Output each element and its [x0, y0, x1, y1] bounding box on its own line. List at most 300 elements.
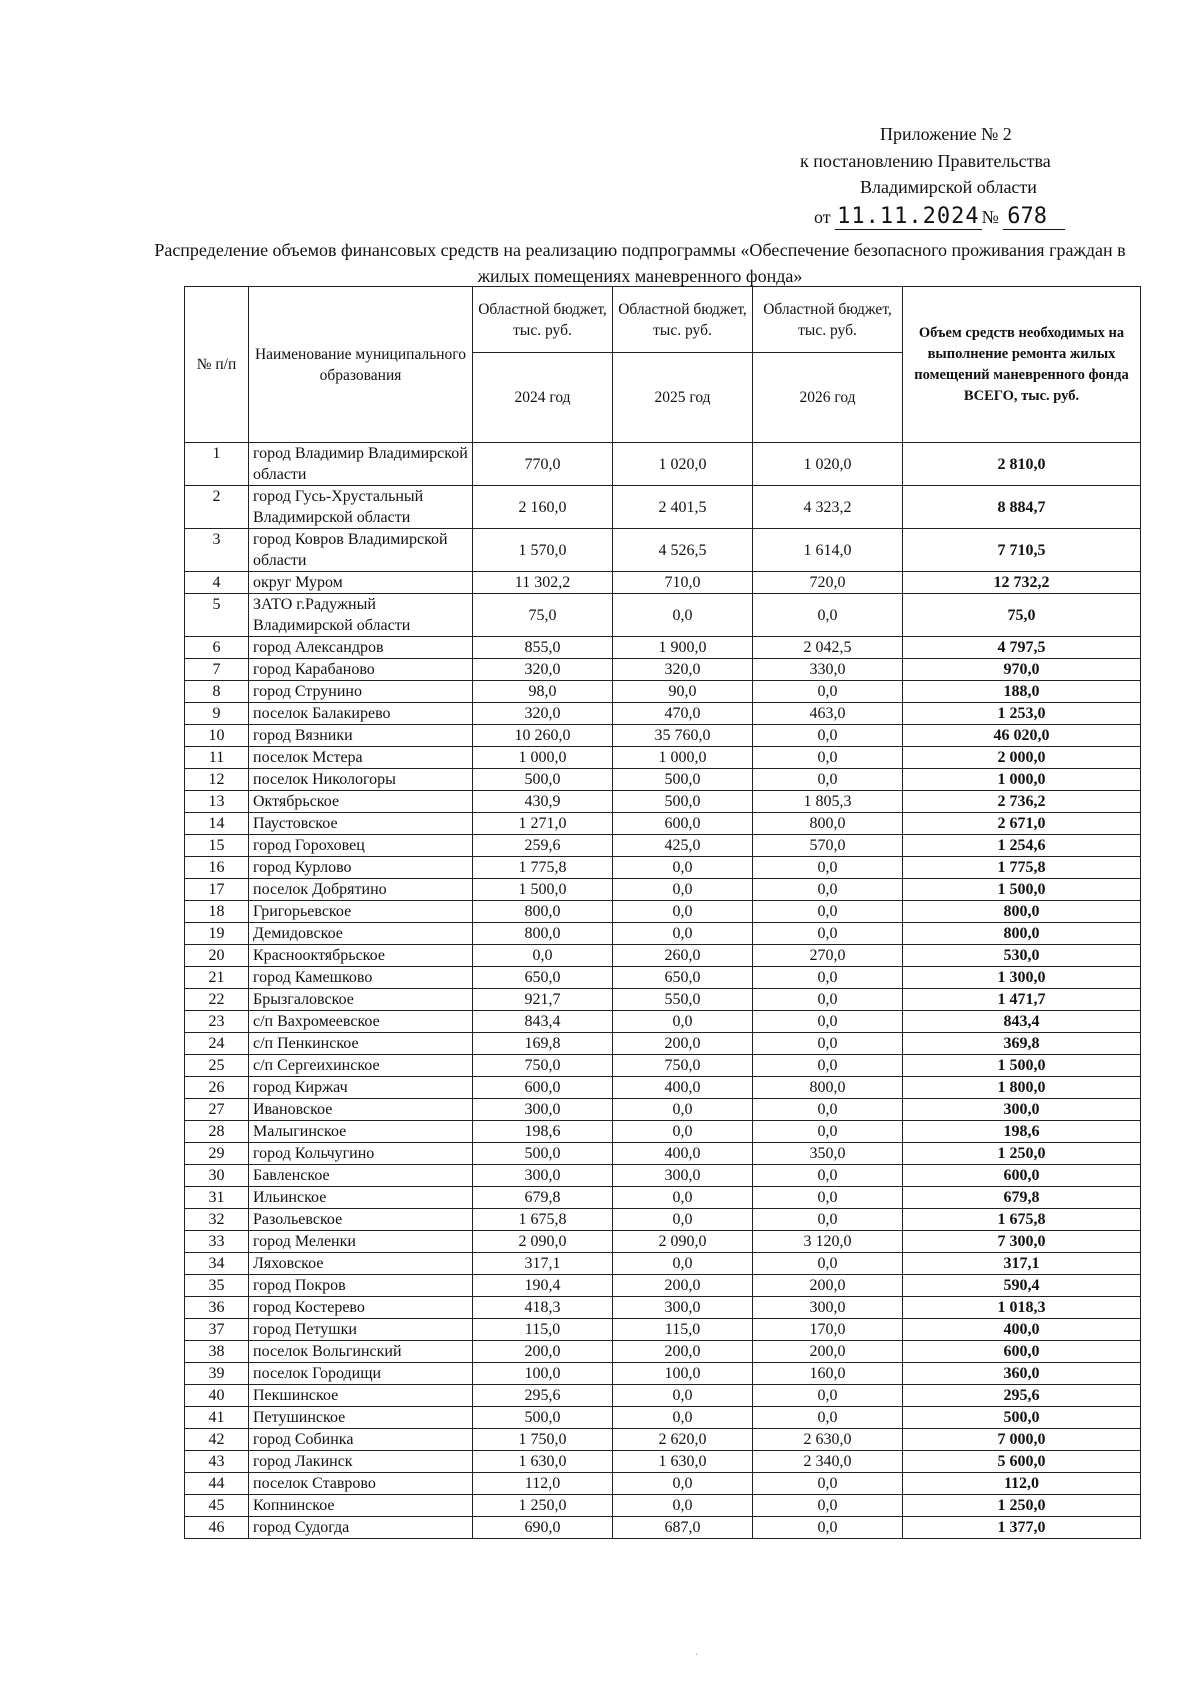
- budget-2024: 1 750,0: [473, 1429, 613, 1451]
- budget-2025: 550,0: [613, 989, 753, 1011]
- municipality-name: с/п Вахромеевское: [249, 1011, 473, 1033]
- table-row: [185, 1231, 1141, 1253]
- funding-table: [184, 286, 1141, 1539]
- table-row: [185, 1495, 1141, 1517]
- table-row: [185, 1121, 1141, 1143]
- budget-2025: 1 630,0: [613, 1451, 753, 1473]
- municipality-name: город Судогда: [249, 1517, 473, 1539]
- budget-2024: 190,4: [473, 1275, 613, 1297]
- budget-2026: 800,0: [753, 1077, 903, 1099]
- budget-2026: 0,0: [753, 1011, 903, 1033]
- col-header-year-2025: 2025 год: [613, 353, 753, 443]
- municipality-name: город Гусь-Хрустальный Владимирской области: [249, 486, 473, 529]
- table-row: [185, 747, 1141, 769]
- budget-2025: 260,0: [613, 945, 753, 967]
- row-number: 32: [185, 1209, 249, 1231]
- table-row: [185, 1297, 1141, 1319]
- row-number: 25: [185, 1055, 249, 1077]
- table-row: [185, 813, 1141, 835]
- row-number: 11: [185, 747, 249, 769]
- total-amount: 590,4: [903, 1275, 1141, 1297]
- budget-2025: 0,0: [613, 1121, 753, 1143]
- total-amount: 1 500,0: [903, 1055, 1141, 1077]
- budget-2025: 300,0: [613, 1297, 753, 1319]
- budget-2026: 0,0: [753, 1187, 903, 1209]
- table-row: [185, 835, 1141, 857]
- table-row: [185, 1165, 1141, 1187]
- total-amount: 1 300,0: [903, 967, 1141, 989]
- budget-2025: 200,0: [613, 1275, 753, 1297]
- budget-2025: 750,0: [613, 1055, 753, 1077]
- budget-2026: 0,0: [753, 923, 903, 945]
- table-row: [185, 1209, 1141, 1231]
- municipality-name: Брызгаловское: [249, 989, 473, 1011]
- row-number: 12: [185, 769, 249, 791]
- budget-2026: 0,0: [753, 1209, 903, 1231]
- municipality-name: Григорьевское: [249, 901, 473, 923]
- table-row: [185, 1275, 1141, 1297]
- budget-2024: 2 160,0: [473, 486, 613, 529]
- budget-2026: 0,0: [753, 594, 903, 637]
- budget-2025: 0,0: [613, 1473, 753, 1495]
- table-row: [185, 659, 1141, 681]
- municipality-name: Паустовское: [249, 813, 473, 835]
- municipality-name: Пекшинское: [249, 1385, 473, 1407]
- municipality-name: поселок Добрятино: [249, 879, 473, 901]
- budget-2024: 750,0: [473, 1055, 613, 1077]
- total-amount: 970,0: [903, 659, 1141, 681]
- total-amount: 1 254,6: [903, 835, 1141, 857]
- table-row: [185, 443, 1141, 486]
- budget-2024: 1 630,0: [473, 1451, 613, 1473]
- budget-2026: 0,0: [753, 1407, 903, 1429]
- row-number: 22: [185, 989, 249, 1011]
- budget-2024: 1 500,0: [473, 879, 613, 901]
- table-row: [185, 1407, 1141, 1429]
- budget-2025: 600,0: [613, 813, 753, 835]
- row-number: 9: [185, 703, 249, 725]
- budget-2024: 115,0: [473, 1319, 613, 1341]
- budget-2024: 500,0: [473, 1143, 613, 1165]
- municipality-name: с/п Сергеихинское: [249, 1055, 473, 1077]
- row-number: 6: [185, 637, 249, 659]
- budget-2025: 200,0: [613, 1033, 753, 1055]
- total-amount: 530,0: [903, 945, 1141, 967]
- total-amount: 2 736,2: [903, 791, 1141, 813]
- budget-2025: 500,0: [613, 791, 753, 813]
- total-amount: 1 775,8: [903, 857, 1141, 879]
- total-amount: 2 671,0: [903, 813, 1141, 835]
- col-header-year-2024: 2024 год: [473, 353, 613, 443]
- total-amount: 1 377,0: [903, 1517, 1141, 1539]
- municipality-name: поселок Вольгинский: [249, 1341, 473, 1363]
- budget-2026: 463,0: [753, 703, 903, 725]
- row-number: 37: [185, 1319, 249, 1341]
- total-amount: 1 250,0: [903, 1495, 1141, 1517]
- table-row: [185, 594, 1141, 637]
- budget-2025: 1 020,0: [613, 443, 753, 486]
- budget-2026: 800,0: [753, 813, 903, 835]
- budget-2026: 0,0: [753, 1165, 903, 1187]
- table-row: [185, 1517, 1141, 1539]
- row-number: 36: [185, 1297, 249, 1319]
- table-row: [185, 1033, 1141, 1055]
- municipality-name: город Курлово: [249, 857, 473, 879]
- total-amount: 5 600,0: [903, 1451, 1141, 1473]
- total-amount: 1 500,0: [903, 879, 1141, 901]
- table-row: [185, 1099, 1141, 1121]
- municipality-name: город Кольчугино: [249, 1143, 473, 1165]
- budget-2025: 0,0: [613, 1385, 753, 1407]
- row-number: 45: [185, 1495, 249, 1517]
- total-amount: 1 000,0: [903, 769, 1141, 791]
- budget-2024: 1 000,0: [473, 747, 613, 769]
- budget-2025: 687,0: [613, 1517, 753, 1539]
- budget-2025: 200,0: [613, 1341, 753, 1363]
- total-amount: 800,0: [903, 923, 1141, 945]
- municipality-name: поселок Никологоры: [249, 769, 473, 791]
- table-row: [185, 1319, 1141, 1341]
- budget-2024: 0,0: [473, 945, 613, 967]
- total-amount: 1 253,0: [903, 703, 1141, 725]
- table-row: [185, 989, 1141, 1011]
- budget-2026: 0,0: [753, 1055, 903, 1077]
- row-number: 26: [185, 1077, 249, 1099]
- table-row: [185, 791, 1141, 813]
- municipality-name: Копнинское: [249, 1495, 473, 1517]
- total-amount: 7 000,0: [903, 1429, 1141, 1451]
- table-row: [185, 1011, 1141, 1033]
- total-amount: 7 300,0: [903, 1231, 1141, 1253]
- row-number: 18: [185, 901, 249, 923]
- col-header-budget-2024: Областной бюджет, тыс. руб.: [473, 287, 613, 353]
- budget-2026: 0,0: [753, 1121, 903, 1143]
- budget-2024: 259,6: [473, 835, 613, 857]
- row-number: 39: [185, 1363, 249, 1385]
- municipality-name: Малыгинское: [249, 1121, 473, 1143]
- budget-2026: 570,0: [753, 835, 903, 857]
- total-amount: 8 884,7: [903, 486, 1141, 529]
- municipality-name: поселок Мстера: [249, 747, 473, 769]
- municipality-name: город Киржач: [249, 1077, 473, 1099]
- row-number: 29: [185, 1143, 249, 1165]
- municipality-name: город Лакинск: [249, 1451, 473, 1473]
- total-amount: 198,6: [903, 1121, 1141, 1143]
- budget-2026: 330,0: [753, 659, 903, 681]
- total-amount: 12 732,2: [903, 572, 1141, 594]
- budget-2024: 430,9: [473, 791, 613, 813]
- budget-2024: 770,0: [473, 443, 613, 486]
- col-header-year-2026: 2026 год: [753, 353, 903, 443]
- table-row: [185, 1385, 1141, 1407]
- col-header-total: Объем средств необходимых на выполнение ремонта жилых помещений маневренного фонда ВСЕГО, тыс. руб.: [903, 287, 1141, 443]
- budget-2025: 35 760,0: [613, 725, 753, 747]
- budget-2024: 600,0: [473, 1077, 613, 1099]
- budget-2025: 1 000,0: [613, 747, 753, 769]
- table-row: [185, 1429, 1141, 1451]
- municipality-name: Октябрьское: [249, 791, 473, 813]
- total-amount: 1 675,8: [903, 1209, 1141, 1231]
- date-prefix: от: [814, 207, 831, 227]
- row-number: 3: [185, 529, 249, 572]
- budget-2024: 418,3: [473, 1297, 613, 1319]
- budget-2026: 0,0: [753, 1099, 903, 1121]
- row-number: 10: [185, 725, 249, 747]
- table-row: [185, 1473, 1141, 1495]
- page-mark: ·: [695, 1650, 699, 1661]
- row-number: 43: [185, 1451, 249, 1473]
- resolution-label: к постановлению Правительства: [800, 151, 1051, 171]
- total-amount: 369,8: [903, 1033, 1141, 1055]
- budget-2026: 0,0: [753, 1473, 903, 1495]
- municipality-name: ЗАТО г.Радужный Владимирской области: [249, 594, 473, 637]
- table-row: [185, 486, 1141, 529]
- total-amount: 7 710,5: [903, 529, 1141, 572]
- row-number: 17: [185, 879, 249, 901]
- budget-2025: 0,0: [613, 857, 753, 879]
- municipality-name: город Александров: [249, 637, 473, 659]
- total-amount: 300,0: [903, 1099, 1141, 1121]
- row-number: 24: [185, 1033, 249, 1055]
- table-row: [185, 1187, 1141, 1209]
- budget-2026: 0,0: [753, 681, 903, 703]
- budget-2024: 11 302,2: [473, 572, 613, 594]
- budget-2025: 0,0: [613, 594, 753, 637]
- budget-2026: 0,0: [753, 1495, 903, 1517]
- municipality-name: город Костерево: [249, 1297, 473, 1319]
- row-number: 2: [185, 486, 249, 529]
- document-number: 678: [1003, 204, 1065, 230]
- budget-2026: 720,0: [753, 572, 903, 594]
- budget-2024: 198,6: [473, 1121, 613, 1143]
- table-row: [185, 1341, 1141, 1363]
- budget-2024: 1 570,0: [473, 529, 613, 572]
- appendix-label: Приложение № 2: [880, 124, 1012, 144]
- budget-2024: 855,0: [473, 637, 613, 659]
- budget-2025: 0,0: [613, 901, 753, 923]
- municipality-name: Бавленское: [249, 1165, 473, 1187]
- municipality-name: округ Муром: [249, 572, 473, 594]
- budget-2026: 170,0: [753, 1319, 903, 1341]
- municipality-name: город Камешково: [249, 967, 473, 989]
- budget-2025: 90,0: [613, 681, 753, 703]
- total-amount: 400,0: [903, 1319, 1141, 1341]
- number-prefix: №: [981, 207, 999, 227]
- budget-2025: 0,0: [613, 1099, 753, 1121]
- col-header-budget-2026: Областной бюджет, тыс. руб.: [753, 287, 903, 353]
- budget-2024: 690,0: [473, 1517, 613, 1539]
- total-amount: 75,0: [903, 594, 1141, 637]
- budget-2024: 169,8: [473, 1033, 613, 1055]
- total-amount: 1 471,7: [903, 989, 1141, 1011]
- date-number-line: [814, 204, 1065, 229]
- budget-2026: 1 020,0: [753, 443, 903, 486]
- budget-2026: 0,0: [753, 1253, 903, 1275]
- table-row: [185, 923, 1141, 945]
- total-amount: 112,0: [903, 1473, 1141, 1495]
- budget-2024: 2 090,0: [473, 1231, 613, 1253]
- budget-2026: 200,0: [753, 1275, 903, 1297]
- budget-2024: 10 260,0: [473, 725, 613, 747]
- budget-2024: 1 271,0: [473, 813, 613, 835]
- budget-2024: 75,0: [473, 594, 613, 637]
- budget-2025: 2 401,5: [613, 486, 753, 529]
- row-number: 34: [185, 1253, 249, 1275]
- budget-2025: 2 090,0: [613, 1231, 753, 1253]
- budget-2025: 1 900,0: [613, 637, 753, 659]
- row-number: 13: [185, 791, 249, 813]
- total-amount: 46 020,0: [903, 725, 1141, 747]
- row-number: 20: [185, 945, 249, 967]
- municipality-name: город Владимир Владимирской области: [249, 443, 473, 486]
- row-number: 28: [185, 1121, 249, 1143]
- budget-2024: 300,0: [473, 1099, 613, 1121]
- budget-2026: 0,0: [753, 857, 903, 879]
- row-number: 15: [185, 835, 249, 857]
- row-number: 33: [185, 1231, 249, 1253]
- budget-2026: 0,0: [753, 747, 903, 769]
- budget-2026: 0,0: [753, 1385, 903, 1407]
- budget-2024: 112,0: [473, 1473, 613, 1495]
- budget-2024: 200,0: [473, 1341, 613, 1363]
- budget-2025: 710,0: [613, 572, 753, 594]
- budget-2024: 317,1: [473, 1253, 613, 1275]
- municipality-name: город Ковров Владимирской области: [249, 529, 473, 572]
- table-row: [185, 857, 1141, 879]
- region-label: Владимирской области: [860, 177, 1037, 197]
- budget-2025: 0,0: [613, 923, 753, 945]
- total-amount: 500,0: [903, 1407, 1141, 1429]
- table-row: [185, 637, 1141, 659]
- budget-2025: 470,0: [613, 703, 753, 725]
- budget-2025: 0,0: [613, 879, 753, 901]
- budget-2025: 0,0: [613, 1187, 753, 1209]
- budget-2026: 2 340,0: [753, 1451, 903, 1473]
- municipality-name: город Покров: [249, 1275, 473, 1297]
- total-amount: 4 797,5: [903, 637, 1141, 659]
- budget-2026: 2 042,5: [753, 637, 903, 659]
- table-body: [185, 443, 1141, 1539]
- municipality-name: город Петушки: [249, 1319, 473, 1341]
- table-row: [185, 1055, 1141, 1077]
- budget-2024: 843,4: [473, 1011, 613, 1033]
- budget-2026: 350,0: [753, 1143, 903, 1165]
- budget-2026: 0,0: [753, 725, 903, 747]
- total-amount: 2 000,0: [903, 747, 1141, 769]
- row-number: 31: [185, 1187, 249, 1209]
- table-row: [185, 703, 1141, 725]
- row-number: 19: [185, 923, 249, 945]
- table-row: [185, 945, 1141, 967]
- budget-2025: 0,0: [613, 1011, 753, 1033]
- budget-2026: 270,0: [753, 945, 903, 967]
- budget-2026: 0,0: [753, 989, 903, 1011]
- budget-2025: 500,0: [613, 769, 753, 791]
- budget-2024: 500,0: [473, 769, 613, 791]
- municipality-name: Ильинское: [249, 1187, 473, 1209]
- municipality-name: Петушинское: [249, 1407, 473, 1429]
- budget-2026: 1 805,3: [753, 791, 903, 813]
- budget-2025: 115,0: [613, 1319, 753, 1341]
- budget-2024: 679,8: [473, 1187, 613, 1209]
- budget-2024: 921,7: [473, 989, 613, 1011]
- municipality-name: поселок Ставрово: [249, 1473, 473, 1495]
- municipality-name: город Меленки: [249, 1231, 473, 1253]
- table-row: [185, 967, 1141, 989]
- budget-2024: 1 250,0: [473, 1495, 613, 1517]
- budget-2026: 0,0: [753, 1033, 903, 1055]
- budget-2026: 0,0: [753, 901, 903, 923]
- budget-2025: 400,0: [613, 1143, 753, 1165]
- row-number: 35: [185, 1275, 249, 1297]
- budget-2025: 0,0: [613, 1407, 753, 1429]
- table-row: [185, 1363, 1141, 1385]
- municipality-name: город Вязники: [249, 725, 473, 747]
- budget-2024: 300,0: [473, 1165, 613, 1187]
- total-amount: 317,1: [903, 1253, 1141, 1275]
- col-header-num: № п/п: [185, 287, 249, 443]
- budget-2026: 160,0: [753, 1363, 903, 1385]
- budget-2024: 320,0: [473, 703, 613, 725]
- document-date: 11.11.2024: [837, 204, 980, 229]
- row-number: 27: [185, 1099, 249, 1121]
- table-row: [185, 1077, 1141, 1099]
- row-number: 38: [185, 1341, 249, 1363]
- budget-2024: 295,6: [473, 1385, 613, 1407]
- budget-2025: 100,0: [613, 1363, 753, 1385]
- total-amount: 600,0: [903, 1165, 1141, 1187]
- total-amount: 360,0: [903, 1363, 1141, 1385]
- row-number: 44: [185, 1473, 249, 1495]
- budget-2025: 4 526,5: [613, 529, 753, 572]
- table-row: [185, 879, 1141, 901]
- row-number: 4: [185, 572, 249, 594]
- total-amount: 2 810,0: [903, 443, 1141, 486]
- budget-2024: 98,0: [473, 681, 613, 703]
- municipality-name: Разольевское: [249, 1209, 473, 1231]
- table-row: [185, 1253, 1141, 1275]
- budget-2026: 0,0: [753, 879, 903, 901]
- budget-2025: 650,0: [613, 967, 753, 989]
- total-amount: 188,0: [903, 681, 1141, 703]
- total-amount: 843,4: [903, 1011, 1141, 1033]
- row-number: 1: [185, 443, 249, 486]
- row-number: 46: [185, 1517, 249, 1539]
- budget-2024: 800,0: [473, 901, 613, 923]
- budget-2024: 100,0: [473, 1363, 613, 1385]
- municipality-name: город Собинка: [249, 1429, 473, 1451]
- budget-2026: 200,0: [753, 1341, 903, 1363]
- municipality-name: город Струнино: [249, 681, 473, 703]
- budget-2025: 300,0: [613, 1165, 753, 1187]
- row-number: 41: [185, 1407, 249, 1429]
- total-amount: 1 018,3: [903, 1297, 1141, 1319]
- budget-2026: 0,0: [753, 1517, 903, 1539]
- total-amount: 1 250,0: [903, 1143, 1141, 1165]
- table-row: [185, 901, 1141, 923]
- total-amount: 295,6: [903, 1385, 1141, 1407]
- budget-2026: 300,0: [753, 1297, 903, 1319]
- budget-2026: 0,0: [753, 769, 903, 791]
- municipality-name: Ивановское: [249, 1099, 473, 1121]
- document-title: Распределение объемов финансовых средств на реализацию подпрограммы «Обеспечение безопасного проживания граждан в жилых помещениях маневренного фонда»: [154, 240, 1126, 286]
- budget-2024: 320,0: [473, 659, 613, 681]
- budget-2026: 1 614,0: [753, 529, 903, 572]
- total-amount: 679,8: [903, 1187, 1141, 1209]
- municipality-name: Краснооктябрьское: [249, 945, 473, 967]
- budget-2025: 320,0: [613, 659, 753, 681]
- row-number: 5: [185, 594, 249, 637]
